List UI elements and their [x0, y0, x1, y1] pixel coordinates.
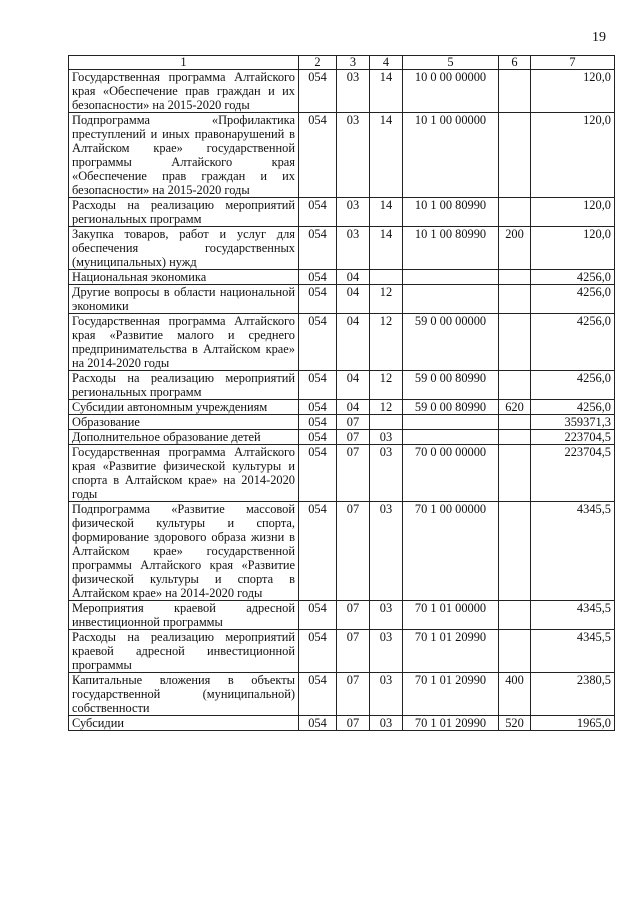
amount-cell: 4256,0 — [531, 371, 615, 400]
ministry-code-cell: 054 — [299, 502, 337, 601]
table-row — [69, 113, 615, 198]
ministry-code-cell: 054 — [299, 113, 337, 198]
table-row — [69, 630, 615, 673]
amount-cell: 359371,3 — [531, 415, 615, 430]
subsection-code-cell: 12 — [370, 371, 403, 400]
row-name-cell: Субсидии — [69, 716, 299, 731]
row-name-cell: Расходы на реализацию мероприятий региональных программ — [69, 198, 299, 227]
ministry-code-cell: 054 — [299, 314, 337, 371]
section-code-cell: 04 — [337, 314, 370, 371]
row-name-cell: Государственная программа Алтайского края «Развитие малого и среднего предпринимательства в Алтайском крае» на 2014-2020 годы — [69, 314, 299, 371]
target-article-cell: 70 1 01 20990 — [403, 673, 499, 716]
section-code-cell: 04 — [337, 400, 370, 415]
table-row — [69, 198, 615, 227]
amount-cell: 4345,5 — [531, 601, 615, 630]
section-code-cell: 07 — [337, 673, 370, 716]
ministry-code-cell: 054 — [299, 198, 337, 227]
table-row — [69, 601, 615, 630]
amount-cell: 2380,5 — [531, 673, 615, 716]
row-name-cell: Образование — [69, 415, 299, 430]
section-code-cell: 04 — [337, 371, 370, 400]
target-article-cell — [403, 270, 499, 285]
target-article-cell: 70 1 00 00000 — [403, 502, 499, 601]
target-article-cell: 70 1 01 20990 — [403, 716, 499, 731]
expense-type-cell — [499, 70, 531, 113]
table-row — [69, 716, 615, 731]
expense-type-cell — [499, 630, 531, 673]
table-body — [69, 70, 615, 731]
ministry-code-cell: 054 — [299, 673, 337, 716]
target-article-cell: 10 0 00 00000 — [403, 70, 499, 113]
target-article-cell: 59 0 00 00000 — [403, 314, 499, 371]
row-name-cell: Закупка товаров, работ и услуг для обеспечения государственных (муниципальных) нужд — [69, 227, 299, 270]
amount-cell: 1965,0 — [531, 716, 615, 731]
table-row — [69, 314, 615, 371]
budget-table — [68, 55, 615, 731]
row-name-cell: Субсидии автономным учреждениям — [69, 400, 299, 415]
section-code-cell: 07 — [337, 716, 370, 731]
subsection-code-cell: 12 — [370, 400, 403, 415]
target-article-cell: 70 1 01 00000 — [403, 601, 499, 630]
ministry-code-cell: 054 — [299, 445, 337, 502]
target-article-cell: 59 0 00 80990 — [403, 400, 499, 415]
subsection-code-cell — [370, 270, 403, 285]
subsection-code-cell: 12 — [370, 314, 403, 371]
col-header-1: 1 — [69, 56, 299, 70]
row-name-cell: Национальная экономика — [69, 270, 299, 285]
amount-cell: 4256,0 — [531, 285, 615, 314]
section-code-cell: 03 — [337, 198, 370, 227]
subsection-code-cell — [370, 415, 403, 430]
row-name-cell: Государственная программа Алтайского края «Развитие физической культуры и спорта в Алтайском крае» на 2014-2020 годы — [69, 445, 299, 502]
section-code-cell: 03 — [337, 113, 370, 198]
expense-type-cell — [499, 415, 531, 430]
row-name-cell: Расходы на реализацию мероприятий краевой адресной инвестиционной программы — [69, 630, 299, 673]
ministry-code-cell: 054 — [299, 415, 337, 430]
table-row — [69, 673, 615, 716]
expense-type-cell: 620 — [499, 400, 531, 415]
col-header-7: 7 — [531, 56, 615, 70]
table-row — [69, 285, 615, 314]
table-row — [69, 415, 615, 430]
expense-type-cell — [499, 113, 531, 198]
table-row — [69, 371, 615, 400]
amount-cell: 120,0 — [531, 113, 615, 198]
expense-type-cell — [499, 270, 531, 285]
col-header-4: 4 — [370, 56, 403, 70]
col-header-6: 6 — [499, 56, 531, 70]
table-row — [69, 430, 615, 445]
target-article-cell: 10 1 00 80990 — [403, 198, 499, 227]
ministry-code-cell: 054 — [299, 285, 337, 314]
target-article-cell — [403, 415, 499, 430]
ministry-code-cell: 054 — [299, 70, 337, 113]
ministry-code-cell: 054 — [299, 430, 337, 445]
amount-cell: 223704,5 — [531, 445, 615, 502]
expense-type-cell — [499, 285, 531, 314]
col-header-2: 2 — [299, 56, 337, 70]
subsection-code-cell: 03 — [370, 502, 403, 601]
section-code-cell: 04 — [337, 270, 370, 285]
table-row — [69, 70, 615, 113]
table-row — [69, 227, 615, 270]
row-name-cell: Подпрограмма «Развитие массовой физической культуры и спорта, формирование здорового образа жизни в Алтайском крае» государственной программы Алтайского края «Развитие физической культуры и спорта в Алтайском крае» на 2014-2020 годы — [69, 502, 299, 601]
ministry-code-cell: 054 — [299, 716, 337, 731]
target-article-cell: 59 0 00 80990 — [403, 371, 499, 400]
amount-cell: 120,0 — [531, 70, 615, 113]
amount-cell: 4256,0 — [531, 400, 615, 415]
expense-type-cell: 200 — [499, 227, 531, 270]
target-article-cell: 70 0 00 00000 — [403, 445, 499, 502]
section-code-cell: 07 — [337, 415, 370, 430]
row-name-cell: Капитальные вложения в объекты государственной (муниципальной) собственности — [69, 673, 299, 716]
expense-type-cell — [499, 601, 531, 630]
target-article-cell: 70 1 01 20990 — [403, 630, 499, 673]
amount-cell: 4345,5 — [531, 630, 615, 673]
expense-type-cell: 400 — [499, 673, 531, 716]
subsection-code-cell: 03 — [370, 445, 403, 502]
row-name-cell: Другие вопросы в области национальной экономики — [69, 285, 299, 314]
section-code-cell: 04 — [337, 285, 370, 314]
col-header-5: 5 — [403, 56, 499, 70]
expense-type-cell: 520 — [499, 716, 531, 731]
row-name-cell: Государственная программа Алтайского края «Обеспечение прав граждан и их безопасности» на 2015-2020 годы — [69, 70, 299, 113]
subsection-code-cell: 14 — [370, 198, 403, 227]
table-row — [69, 445, 615, 502]
amount-cell: 4256,0 — [531, 270, 615, 285]
ministry-code-cell: 054 — [299, 371, 337, 400]
subsection-code-cell: 14 — [370, 113, 403, 198]
expense-type-cell — [499, 430, 531, 445]
ministry-code-cell: 054 — [299, 400, 337, 415]
col-header-3: 3 — [337, 56, 370, 70]
section-code-cell: 07 — [337, 502, 370, 601]
ministry-code-cell: 054 — [299, 630, 337, 673]
section-code-cell: 07 — [337, 430, 370, 445]
amount-cell: 4345,5 — [531, 502, 615, 601]
amount-cell: 120,0 — [531, 227, 615, 270]
section-code-cell: 03 — [337, 70, 370, 113]
expense-type-cell — [499, 445, 531, 502]
page-number: 19 — [592, 30, 606, 45]
target-article-cell — [403, 285, 499, 314]
expense-type-cell — [499, 371, 531, 400]
subsection-code-cell: 03 — [370, 430, 403, 445]
ministry-code-cell: 054 — [299, 227, 337, 270]
expense-type-cell — [499, 198, 531, 227]
subsection-code-cell: 03 — [370, 630, 403, 673]
amount-cell: 223704,5 — [531, 430, 615, 445]
subsection-code-cell: 03 — [370, 673, 403, 716]
target-article-cell — [403, 430, 499, 445]
expense-type-cell — [499, 314, 531, 371]
section-code-cell: 07 — [337, 445, 370, 502]
subsection-code-cell: 03 — [370, 716, 403, 731]
target-article-cell: 10 1 00 80990 — [403, 227, 499, 270]
table-row — [69, 400, 615, 415]
ministry-code-cell: 054 — [299, 270, 337, 285]
subsection-code-cell: 03 — [370, 601, 403, 630]
target-article-cell: 10 1 00 00000 — [403, 113, 499, 198]
table-row — [69, 270, 615, 285]
amount-cell: 4256,0 — [531, 314, 615, 371]
ministry-code-cell: 054 — [299, 601, 337, 630]
section-code-cell: 03 — [337, 227, 370, 270]
row-name-cell: Подпрограмма «Профилактика преступлений и иных правонарушений в Алтайском крае» государственной программы Алтайского края «Обеспечение прав граждан и их безопасности» на 2015-2020 годы — [69, 113, 299, 198]
subsection-code-cell: 12 — [370, 285, 403, 314]
subsection-code-cell: 14 — [370, 70, 403, 113]
subsection-code-cell: 14 — [370, 227, 403, 270]
section-code-cell: 07 — [337, 601, 370, 630]
expense-type-cell — [499, 502, 531, 601]
row-name-cell: Расходы на реализацию мероприятий региональных программ — [69, 371, 299, 400]
row-name-cell: Дополнительное образование детей — [69, 430, 299, 445]
section-code-cell: 07 — [337, 630, 370, 673]
header-row — [69, 56, 615, 70]
table-row — [69, 502, 615, 601]
row-name-cell: Мероприятия краевой адресной инвестиционной программы — [69, 601, 299, 630]
amount-cell: 120,0 — [531, 198, 615, 227]
